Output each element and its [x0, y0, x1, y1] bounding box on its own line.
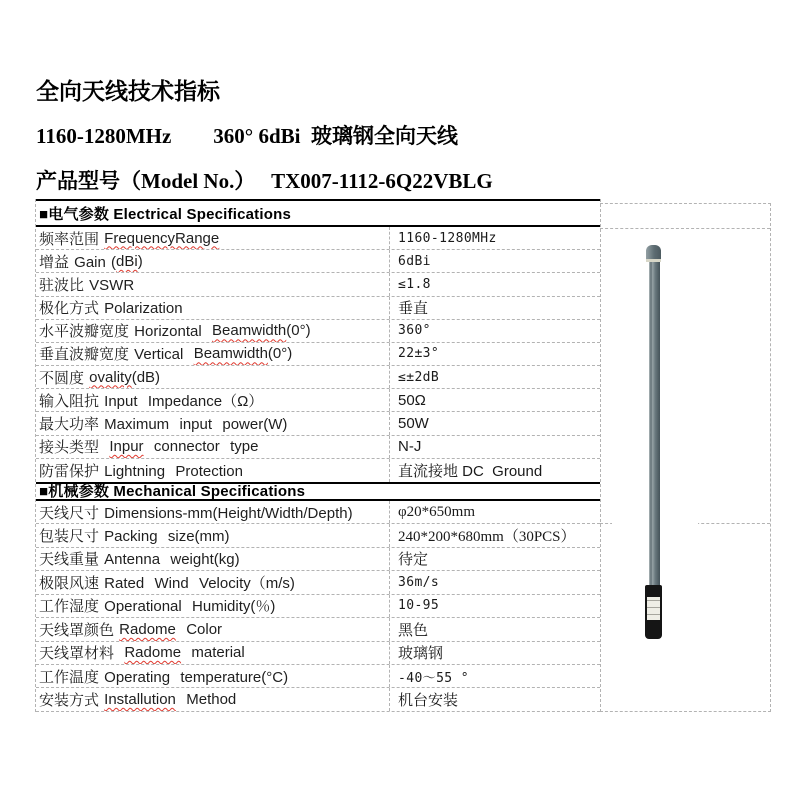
spec-row: [36, 250, 600, 273]
spec-label: [36, 459, 390, 482]
antenna-base-label: [647, 597, 660, 620]
misspelled-word: Inpur: [109, 438, 144, 456]
spec-row: [36, 642, 600, 665]
label-text: ): [137, 252, 143, 270]
spec-value: 1160-1280MHz: [398, 230, 497, 246]
label-text: 工作湿度 Operational Humidity(％): [39, 598, 276, 616]
misspelled-word: Beamwidth: [193, 345, 268, 363]
misspelled-word: Installution: [104, 691, 176, 709]
label-text: Color: [175, 620, 223, 638]
spec-label: [36, 618, 390, 640]
label-text: 工作温度 Operating temperature(°C): [39, 668, 289, 686]
label-text: 天线尺寸 Dimensions-mm(Height/Width/Depth): [39, 504, 353, 522]
spec-table: [35, 199, 601, 712]
label-text: 防雷保护 Lightning Protection: [39, 462, 243, 480]
spec-value: 360°: [398, 323, 431, 339]
spec-value: 50W: [398, 414, 429, 432]
spec-label: [36, 548, 390, 570]
spec-label: [36, 501, 390, 523]
spec-row: [36, 524, 600, 547]
label-text: (0°): [267, 345, 293, 363]
model-number-line: 产品型号（Model No.） TX007-1112-6Q22VBLG: [36, 169, 493, 193]
misspelled-word: Radome: [119, 620, 176, 638]
label-text: 最大功率 Maximum input power(W): [39, 415, 288, 433]
spec-row: [36, 548, 600, 571]
label-text: 垂直波瓣宽度 Vertical: [39, 346, 194, 364]
label-text: (dB): [131, 368, 161, 386]
label-text: 水平波瓣宽度 Horizontal: [39, 323, 213, 341]
spec-value: 240*200*680mm（30PCS）: [398, 529, 576, 546]
misspelled-word: FrequencyRange: [104, 229, 220, 247]
spec-row: [36, 366, 600, 389]
label-text: 极化方式 Polarization: [39, 300, 183, 318]
spec-label: [36, 227, 390, 249]
misspelled-word: dBi: [116, 252, 138, 270]
spec-row: [36, 343, 600, 366]
spec-label: [36, 665, 390, 687]
spec-row: [36, 665, 600, 688]
label-text: 天线罩颜色: [39, 621, 120, 639]
label-text: material: [181, 644, 245, 662]
spec-label: [36, 571, 390, 593]
section-header: ■机械参数 Mechanical Specifications: [36, 482, 600, 501]
spec-value: 黑色: [398, 621, 429, 639]
spec-label: [36, 250, 390, 272]
label-text: 极限风速 Rated Wind Velocity（m/s): [39, 574, 295, 592]
spec-row: [36, 273, 600, 296]
spec-value: -40～55 °: [398, 670, 469, 686]
spec-value: N-J: [398, 438, 422, 456]
label-text: 安装方式: [39, 692, 105, 710]
spec-row: [36, 297, 600, 320]
spec-row: [36, 571, 600, 594]
spec-label: [36, 436, 390, 458]
spec-value: ≤1.8: [398, 276, 431, 292]
spec-section: [36, 482, 600, 712]
spec-row: [36, 389, 600, 412]
spec-value: ≤±2dB: [398, 369, 440, 385]
misspelled-word: Radome: [124, 644, 182, 662]
misspelled-word: Beamwidth: [212, 322, 287, 340]
spec-value: φ20*650mm: [398, 503, 475, 520]
spec-label: [36, 320, 390, 342]
spec-row: [36, 412, 600, 435]
spec-value: 垂直: [398, 300, 429, 318]
spec-row: [36, 688, 600, 711]
spec-label: [36, 595, 390, 617]
spec-label: [36, 273, 390, 295]
spec-row: [36, 595, 600, 618]
spec-label: [36, 297, 390, 319]
spec-row: [36, 320, 600, 343]
misspelled-word: ovality: [89, 368, 132, 386]
spec-row: [36, 436, 600, 459]
label-text: 增益 Gain (: [39, 253, 117, 271]
spec-value: 机台安装: [398, 692, 459, 710]
spec-label: [36, 366, 390, 388]
spec-value: 直流接地 DC Ground: [398, 462, 543, 480]
label-text: 包装尺寸 Packing size(mm): [39, 528, 230, 546]
spec-row: [36, 459, 600, 482]
spec-label: [36, 389, 390, 411]
spec-label: [36, 642, 390, 664]
label-text: (0°): [286, 322, 311, 340]
label-text: 接头类型: [39, 439, 110, 457]
antenna-photo: [612, 234, 698, 648]
spec-row: [36, 227, 600, 250]
label-text: 输入阻抗 Input Impedance（Ω）: [39, 392, 264, 410]
spec-value: 36m/s: [398, 574, 440, 590]
spec-label: [36, 343, 390, 365]
spec-value: 6dBi: [398, 253, 431, 269]
spec-row: [36, 618, 600, 641]
spec-value: 待定: [398, 551, 429, 569]
label-text: 频率范围: [39, 230, 105, 248]
label-text: Method: [175, 691, 237, 709]
spec-label: [36, 412, 390, 434]
label-text: 不圆度: [39, 369, 90, 387]
section-header: ■电气参数 Electrical Specifications: [36, 199, 600, 227]
spec-value: 50Ω: [398, 391, 426, 409]
spec-row: [36, 501, 600, 524]
document-title: 全向天线技术指标: [36, 79, 220, 104]
label-text: 天线罩材料: [39, 645, 125, 663]
antenna-cap: [646, 245, 661, 260]
spec-value: 22±3°: [398, 346, 440, 362]
spec-value: 玻璃钢: [398, 645, 444, 663]
spec-label: [36, 524, 390, 546]
spec-label: [36, 688, 390, 710]
spec-section: [36, 199, 600, 482]
photo-column-divider: [600, 228, 770, 229]
label-text: connector type: [143, 438, 259, 456]
label-text: 驻波比 VSWR: [39, 276, 135, 294]
spec-value: 10-95: [398, 598, 440, 614]
document-subtitle: 1160-1280MHz 360° 6dBi 玻璃钢全向天线: [36, 124, 458, 148]
antenna-pole: [649, 262, 660, 586]
label-text: 天线重量 Antenna weight(kg): [39, 551, 240, 569]
